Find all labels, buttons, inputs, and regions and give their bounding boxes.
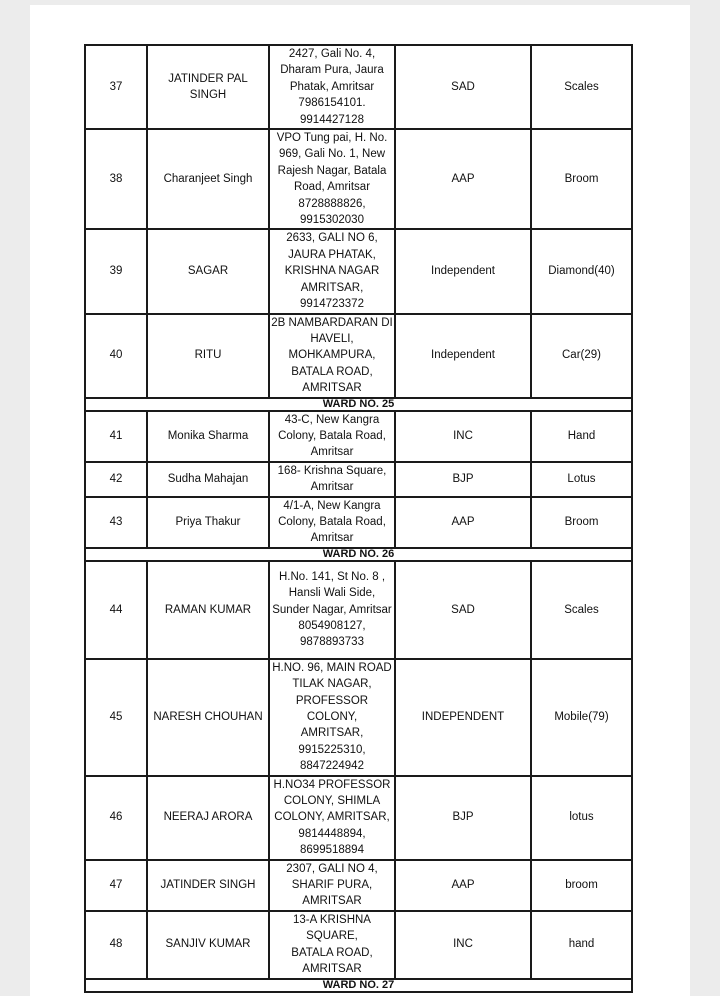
party-cell: AAP: [395, 497, 531, 548]
party-cell: Independent: [395, 229, 531, 313]
table-row: [85, 860, 632, 911]
serial-number-cell: 40: [85, 314, 147, 398]
party-cell: Independent: [395, 314, 531, 398]
table-row: [85, 561, 632, 659]
party-cell: AAP: [395, 129, 531, 229]
serial-number-cell: 43: [85, 497, 147, 548]
document-page: [30, 5, 690, 996]
candidate-name-cell: SAGAR: [147, 229, 269, 313]
symbol-cell: Broom: [531, 497, 632, 548]
table-row: [85, 497, 632, 548]
ward-label: WARD NO. 25: [85, 398, 632, 411]
candidate-name-cell: SANJIV KUMAR: [147, 911, 269, 979]
serial-number-cell: 41: [85, 411, 147, 462]
symbol-cell: Hand: [531, 411, 632, 462]
table-row: [85, 911, 632, 979]
address-cell: H.NO34 PROFESSOR COLONY, SHIMLA COLONY, AMRITSAR, 9814448894, 8699518894: [269, 776, 395, 860]
ward-header-row: [85, 548, 632, 561]
party-cell: BJP: [395, 462, 531, 497]
symbol-cell: Scales: [531, 45, 632, 129]
ward-label: WARD NO. 27: [85, 979, 632, 992]
ward-label: WARD NO. 26: [85, 548, 632, 561]
symbol-cell: Scales: [531, 561, 632, 659]
candidate-name-cell: RITU: [147, 314, 269, 398]
serial-number-cell: 38: [85, 129, 147, 229]
symbol-cell: Lotus: [531, 462, 632, 497]
ward-header-row: [85, 979, 632, 992]
address-cell: 2633, GALI NO 6, JAURA PHATAK, KRISHNA NAGAR AMRITSAR, 9914723372: [269, 229, 395, 313]
address-cell: H.No. 141, St No. 8 , Hansli Wali Side, Sunder Nagar, Amritsar 8054908127, 9878893733: [269, 561, 395, 659]
table-row: [85, 776, 632, 860]
candidate-name-cell: JATINDER SINGH: [147, 860, 269, 911]
serial-number-cell: 39: [85, 229, 147, 313]
party-cell: SAD: [395, 45, 531, 129]
candidate-name-cell: Priya Thakur: [147, 497, 269, 548]
candidates-table: [84, 44, 633, 993]
address-cell: 168- Krishna Square, Amritsar: [269, 462, 395, 497]
candidate-name-cell: Monika Sharma: [147, 411, 269, 462]
symbol-cell: hand: [531, 911, 632, 979]
candidate-name-cell: Sudha Mahajan: [147, 462, 269, 497]
serial-number-cell: 46: [85, 776, 147, 860]
symbol-cell: lotus: [531, 776, 632, 860]
symbol-cell: Broom: [531, 129, 632, 229]
ward-header-row: [85, 398, 632, 411]
table-row: [85, 411, 632, 462]
candidate-name-cell: JATINDER PAL SINGH: [147, 45, 269, 129]
candidates-table-body: [85, 45, 632, 992]
address-cell: 13-A KRISHNA SQUARE, BATALA ROAD, AMRITSAR: [269, 911, 395, 979]
serial-number-cell: 44: [85, 561, 147, 659]
address-cell: 4/1-A, New Kangra Colony, Batala Road, Amritsar: [269, 497, 395, 548]
party-cell: INC: [395, 411, 531, 462]
serial-number-cell: 37: [85, 45, 147, 129]
symbol-cell: broom: [531, 860, 632, 911]
address-cell: 43-C, New Kangra Colony, Batala Road, Amritsar: [269, 411, 395, 462]
candidate-name-cell: RAMAN KUMAR: [147, 561, 269, 659]
candidate-name-cell: NARESH CHOUHAN: [147, 659, 269, 776]
table-row: [85, 659, 632, 776]
table-row: [85, 314, 632, 398]
address-cell: VPO Tung pai, H. No. 969, Gali No. 1, New Rajesh Nagar, Batala Road, Amritsar 8728888826, 9915302030: [269, 129, 395, 229]
party-cell: BJP: [395, 776, 531, 860]
table-row: [85, 462, 632, 497]
serial-number-cell: 48: [85, 911, 147, 979]
party-cell: SAD: [395, 561, 531, 659]
serial-number-cell: 45: [85, 659, 147, 776]
party-cell: INC: [395, 911, 531, 979]
address-cell: 2307, GALI NO 4, SHARIF PURA, AMRITSAR: [269, 860, 395, 911]
party-cell: AAP: [395, 860, 531, 911]
table-row: [85, 229, 632, 313]
serial-number-cell: 47: [85, 860, 147, 911]
symbol-cell: Car(29): [531, 314, 632, 398]
symbol-cell: Diamond(40): [531, 229, 632, 313]
candidate-name-cell: Charanjeet Singh: [147, 129, 269, 229]
table-row: [85, 45, 632, 129]
symbol-cell: Mobile(79): [531, 659, 632, 776]
serial-number-cell: 42: [85, 462, 147, 497]
address-cell: 2427, Gali No. 4, Dharam Pura, Jaura Phatak, Amritsar 7986154101. 9914427128: [269, 45, 395, 129]
address-cell: H.NO. 96, MAIN ROAD TILAK NAGAR, PROFESSOR COLONY, AMRITSAR, 9915225310, 8847224942: [269, 659, 395, 776]
party-cell: INDEPENDENT: [395, 659, 531, 776]
address-cell: 2B NAMBARDARAN DI HAVELI, MOHKAMPURA, BATALA ROAD, AMRITSAR: [269, 314, 395, 398]
candidate-name-cell: NEERAJ ARORA: [147, 776, 269, 860]
table-row: [85, 129, 632, 229]
